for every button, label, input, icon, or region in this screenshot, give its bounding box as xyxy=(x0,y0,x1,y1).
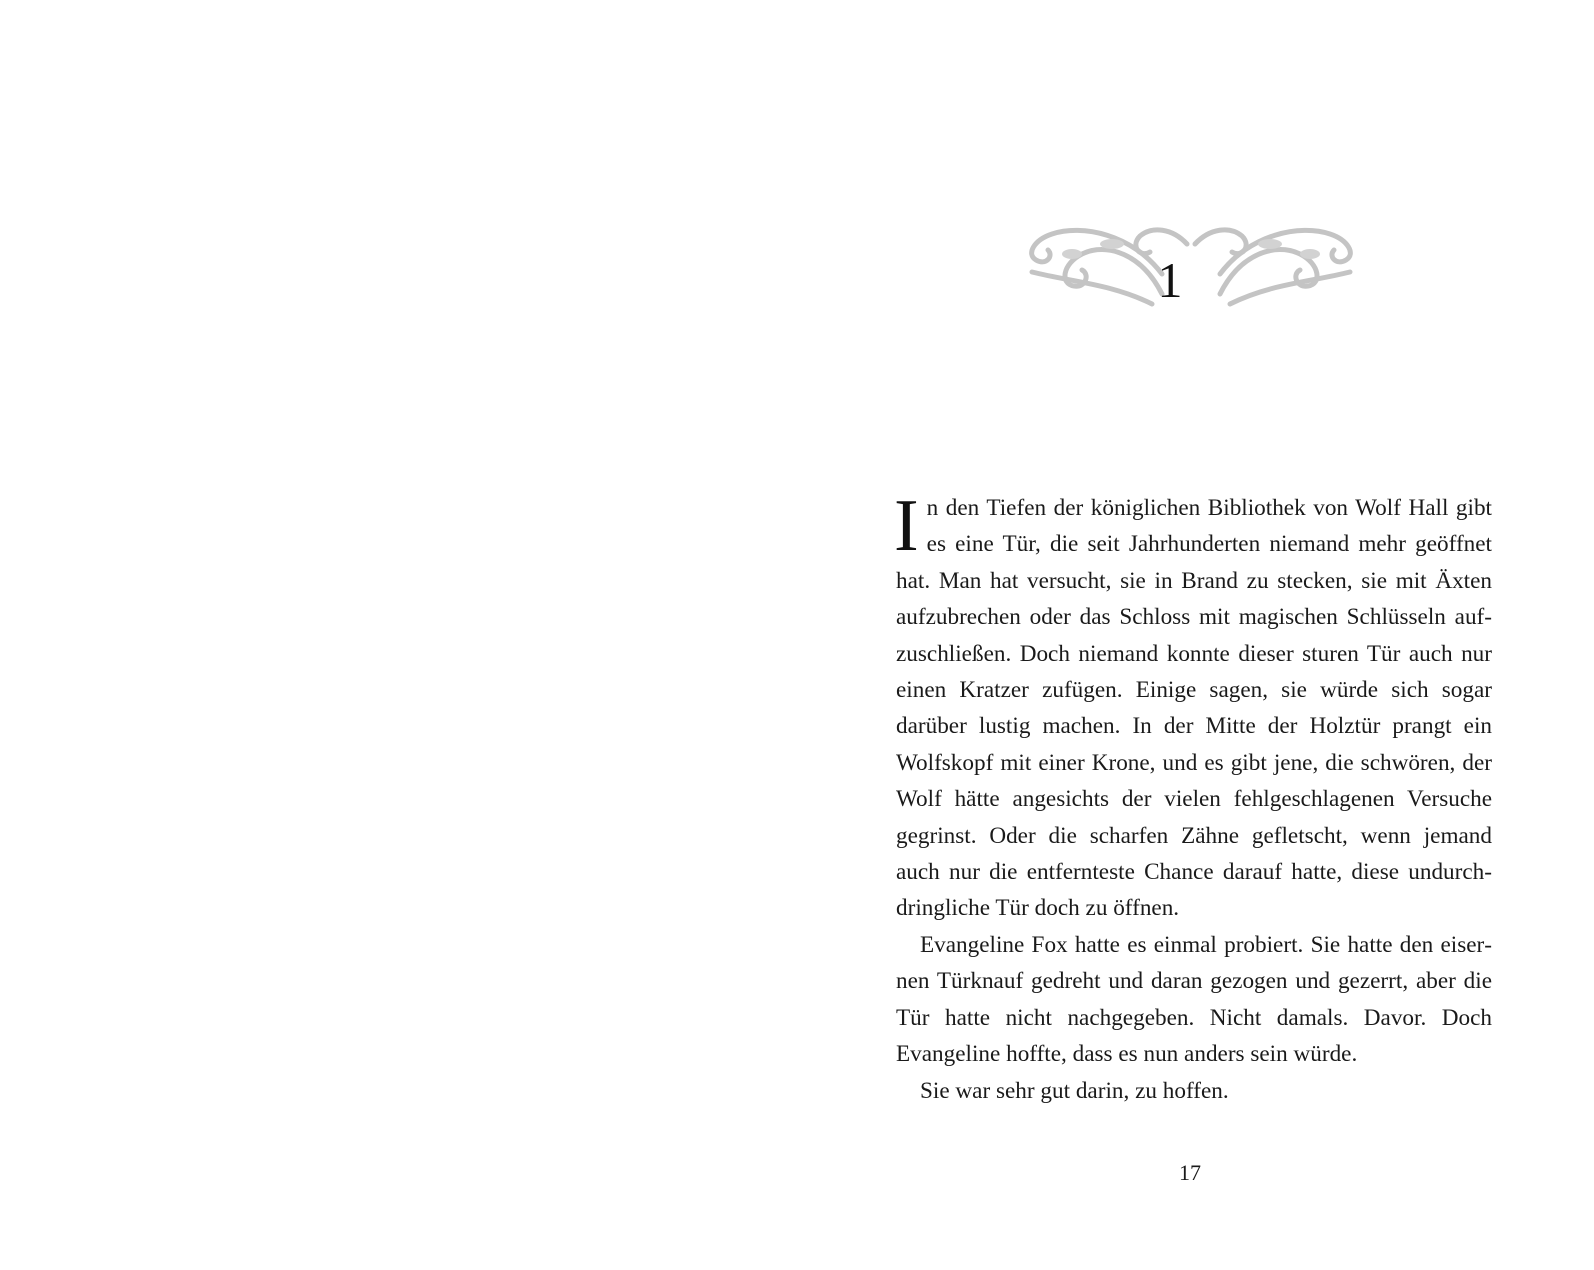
paragraph-1-text: n den Tiefen der königlichen Bibliothek von Wolf Hall gibt es eine Tür, die seit Jahrhunderten niemand mehr geöffnet hat. Man hat versucht, sie in Brand zu stecken, sie mit Äxten aufzubrechen oder das Schloss mit magischen Schlüsseln aufzuschließen. Doch niemand konnte dieser sturen Tür auch nur einen Kratzer zufügen. Einige sagen, sie würde sich sogar darüber lustig machen. In der Mitte der Holztür prangt ein Wolfskopf mit einer Krone, und es gibt jene, die schwören, der Wolf hätte angesichts der vielen fehlgeschlagenen Versuche gegrinst. Oder die scharfen Zähne gefletscht, wenn jemand auch nur die entfernteste Chance darauf hatte, diese undurchdringliche Tür doch zu öffnen. xyxy=(896,495,1492,922)
page-number: 17 xyxy=(1179,1160,1201,1185)
paragraph-1 xyxy=(894,485,1492,927)
chapter-number: 1 xyxy=(1157,252,1183,308)
paragraph-3: Sie war sehr gut darin, zu hoffen. xyxy=(920,1077,1229,1104)
chapter-body-text xyxy=(894,485,1492,1109)
paragraph-2: Evangeline Fox hatte es einmal probiert. Sie hatte den eisernen Türknauf gedreht und daran gezogen und gezerrt, aber die Tür hatte nicht nachgegeben. Nicht damals. Davor. Doch Evangeline hoffte, dass es nun anders sein würde. xyxy=(896,931,1492,1068)
drop-cap: I xyxy=(894,485,919,567)
